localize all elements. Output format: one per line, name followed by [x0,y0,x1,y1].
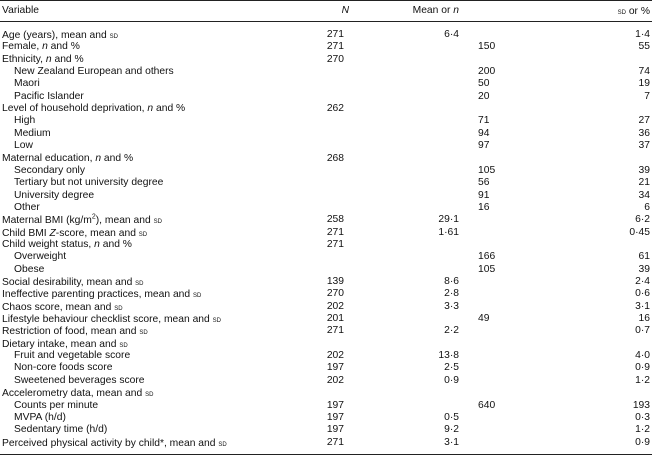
row-variable: Ineffective parenting practices, mean and sd [2,289,202,301]
row-mean: 94 [478,127,490,139]
row-mean: 2·5 [444,362,459,374]
row-mean: 20 [478,90,490,102]
row-n: 262 [326,103,344,115]
row-n: 139 [326,276,344,287]
row-sd: 0·9 [635,362,650,374]
row-mean: 1·61 [438,226,459,238]
row-mean: 6·4 [444,29,459,40]
row-variable: Social desirability, mean and sd [2,277,144,288]
row-variable: Lifestyle behaviour checklist score, mean and sd [2,314,221,326]
row-n: 270 [326,53,344,65]
header-row [0,5,652,17]
row-variable: Chaos score, mean and sd [2,301,123,313]
header-sd-label: sd [617,6,626,16]
row-n: 197 [326,362,344,374]
row-mean: 56 [478,177,490,189]
table-row [0,78,652,90]
table-row [0,115,652,127]
row-n: 202 [326,300,344,312]
table-row [0,214,652,226]
row-mean: 8·6 [444,276,459,287]
table-row [0,313,652,325]
row-variable: Child weight status, n and % [2,238,132,250]
row-variable: Pacific Islander [14,90,84,102]
row-mean: 49 [478,313,490,325]
row-mean: 71 [478,115,490,127]
row-sd: 16 [638,313,650,325]
top-rule [0,0,652,1]
table-row [0,227,652,239]
row-sd: 4·0 [635,350,650,362]
row-n: 201 [326,313,344,325]
row-n: 271 [326,41,344,53]
row-sd: 7 [644,90,650,102]
row-mean: 50 [478,78,490,90]
row-sd: 0·6 [635,288,650,300]
row-variable: Non-core foods score [14,362,113,374]
table-row [0,140,652,152]
row-mean: 3·1 [444,436,459,448]
row-variable: High [14,115,36,127]
table-row [0,54,652,66]
row-sd: 37 [638,140,650,152]
row-variable: Tertiary but not university degree [14,177,164,189]
row-variable: MVPA (h/d) [14,411,66,423]
row-variable: Medium [14,127,51,139]
row-variable: Fruit and vegetable score [14,350,131,362]
bottom-rule [0,454,652,455]
row-n: 271 [326,436,344,448]
row-variable: Accelerometry data, mean and sd [2,388,154,400]
row-variable: Female, n and % [2,41,80,53]
table-row [0,400,652,412]
row-n: 268 [326,152,344,164]
table-row [0,375,652,387]
table-row [0,276,652,288]
row-variable: Perceived physical activity by child*, mean and sd [2,437,227,449]
table-row [0,29,652,41]
row-n: 271 [326,325,344,337]
row-mean: 105 [478,164,496,176]
row-n: 197 [326,411,344,423]
row-variable: Low [14,140,33,152]
row-variable: Obese [14,263,45,275]
row-variable: Age (years), mean and sd [2,30,118,41]
header-n: N [341,5,349,16]
row-n: 271 [326,238,344,250]
table-row [0,41,652,53]
table-row [0,362,652,374]
table-row [0,325,652,337]
row-variable: Maternal education, n and % [2,152,134,164]
table-row [0,338,652,350]
row-mean: 91 [478,189,490,201]
table-row [0,66,652,78]
row-mean: 0·9 [444,374,459,386]
row-variable: Ethnicity, n and % [2,53,84,65]
row-mean: 2·8 [444,288,459,300]
row-variable: Overweight [14,251,67,263]
row-mean: 9·2 [444,424,459,436]
header-mean-prefix: Mean or [412,5,454,16]
row-mean: 3·3 [444,300,459,312]
row-sd: 34 [638,189,650,201]
table-row [0,251,652,263]
row-sd: 1·2 [635,374,650,386]
row-variable: New Zealand European and others [14,66,174,78]
row-mean: 97 [478,140,490,152]
table-row [0,412,652,424]
row-variable: Child BMI Z-score, mean and sd [2,227,148,239]
row-mean: 640 [478,399,496,411]
table-row [0,301,652,313]
header-rule [0,21,652,22]
row-variable: Level of household deprivation, n and % [2,103,186,115]
row-sd: 2·4 [635,276,650,287]
row-sd: 0·7 [635,325,650,337]
row-mean: 200 [478,66,496,78]
row-sd: 27 [638,115,650,127]
row-n: 197 [326,399,344,411]
header-variable: Variable [2,5,40,16]
row-n: 270 [326,288,344,300]
row-variable: Other [14,201,40,213]
row-variable: Sweetened beverages score [14,374,145,386]
row-mean: 2·2 [444,325,459,337]
table-row [0,424,652,436]
header-sd-suffix: or % [625,6,650,17]
header-sd [618,5,650,18]
row-variable: University degree [14,189,95,201]
table-row [0,239,652,251]
row-sd: 61 [638,251,650,263]
row-variable: Secondary only [14,164,85,176]
row-sd: 55 [638,41,650,53]
row-n: 258 [326,214,344,226]
table-row [0,91,652,103]
table-row [0,153,652,165]
row-mean: 13·8 [438,350,459,362]
table-row [0,128,652,140]
row-sd: 74 [638,66,650,78]
row-variable: Maori [14,78,40,90]
row-n: 271 [326,29,344,40]
row-mean: 166 [478,251,496,263]
row-sd: 21 [638,177,650,189]
row-variable: Counts per minute [14,399,99,411]
row-n: 197 [326,424,344,436]
row-mean: 0·5 [444,411,459,423]
row-sd: 39 [638,263,650,275]
row-sd: 0·9 [635,436,650,448]
table-row [0,437,652,449]
row-variable: Maternal BMI $(kg/m^2)$, mean and sd [2,213,162,227]
row-n: 202 [326,374,344,386]
table-row [0,177,652,189]
row-variable: Sedentary time (h/d) [14,424,108,436]
row-sd: 36 [638,127,650,139]
header-mean-n: n [453,5,459,16]
row-mean: 29·1 [438,214,459,226]
table-row [0,190,652,202]
header-mean [413,5,459,17]
row-variable: Dietary intake, mean and sd [2,338,128,350]
row-sd: 1·4 [635,29,650,40]
table-row [0,288,652,300]
row-mean: 105 [478,263,496,275]
table-row [0,264,652,276]
row-sd: 1·2 [635,424,650,436]
row-mean: 16 [478,201,490,213]
row-n: 271 [326,226,344,238]
row-sd: 0·45 [629,226,650,238]
table-row [0,387,652,399]
row-mean: 150 [478,41,496,53]
row-sd: 19 [638,78,650,90]
table-row [0,350,652,362]
row-sd: 6·2 [635,214,650,226]
row-sd: 193 [632,399,650,411]
row-sd: 39 [638,164,650,176]
row-n: 202 [326,350,344,362]
row-sd: 3·1 [635,300,650,312]
row-variable: Restriction of food, mean and sd [2,326,148,338]
row-sd: 0·3 [635,411,650,423]
table-row [0,103,652,115]
table-row [0,202,652,214]
table-row [0,165,652,177]
row-sd: 6 [644,201,650,213]
